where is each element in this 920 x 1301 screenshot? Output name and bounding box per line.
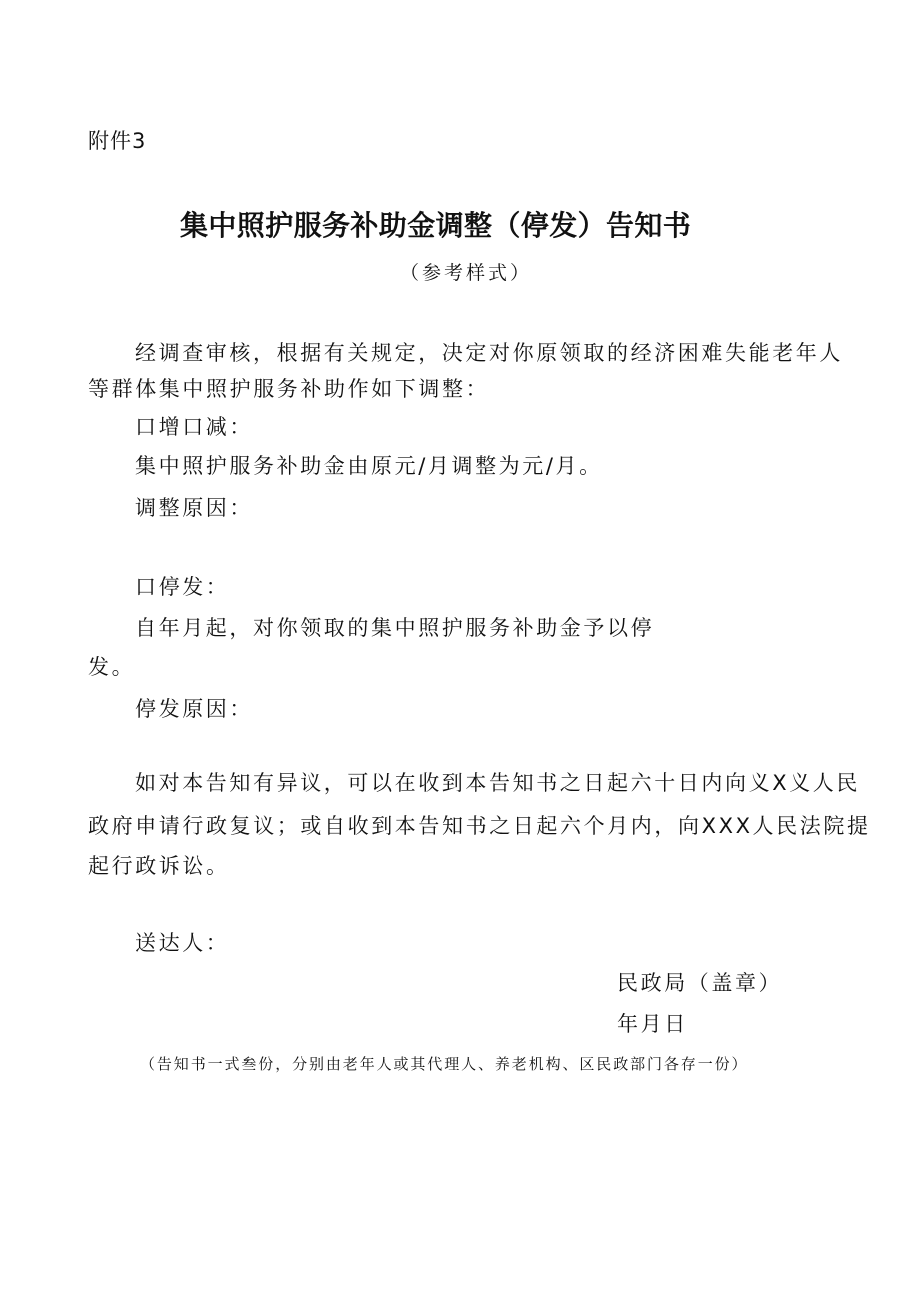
intro-line-1: 经调查审核，根据有关规定，决定对你原领取的经济困难失能老年人 bbox=[135, 341, 843, 365]
adjust-reason-label: 调整原因： bbox=[135, 496, 253, 520]
attachment-label: 附件3 bbox=[88, 129, 147, 153]
stop-line-2: 发。 bbox=[88, 655, 136, 679]
appeal-line-1: 如对本告知有异议，可以在收到本告知书之日起六十日内向义X义人民 bbox=[135, 771, 860, 795]
stop-reason-label: 停发原因： bbox=[135, 697, 253, 721]
stop-line-1: 自年月起，对你领取的集中照护服务补助金予以停 bbox=[135, 616, 655, 640]
document-title: 集中照护服务补助金调整（停发）告知书 bbox=[180, 209, 692, 242]
increase-decrease-option: 口增口减： bbox=[135, 415, 253, 439]
stop-option: 口停发： bbox=[135, 575, 230, 599]
document-subtitle: （参考样式） bbox=[400, 262, 533, 284]
deliverer-label: 送达人： bbox=[135, 931, 230, 955]
appeal-line-3: 起行政诉讼。 bbox=[88, 854, 230, 878]
bureau-seal-line: 民政局（盖章） bbox=[617, 971, 783, 995]
date-line: 年月日 bbox=[617, 1012, 688, 1036]
amount-adjustment-line: 集中照护服务补助金由原元/月调整为元/月。 bbox=[135, 454, 603, 478]
intro-line-2: 等群体集中照护服务补助作如下调整： bbox=[88, 377, 490, 401]
footnote: （告知书一式叁份，分别由老年人或其代理人、养老机构、区民政部门各存一份） bbox=[140, 1055, 749, 1073]
appeal-line-2: 政府申请行政复议；或自收到本告知书之日起六个月内，向XXX人民法院提 bbox=[88, 814, 871, 838]
